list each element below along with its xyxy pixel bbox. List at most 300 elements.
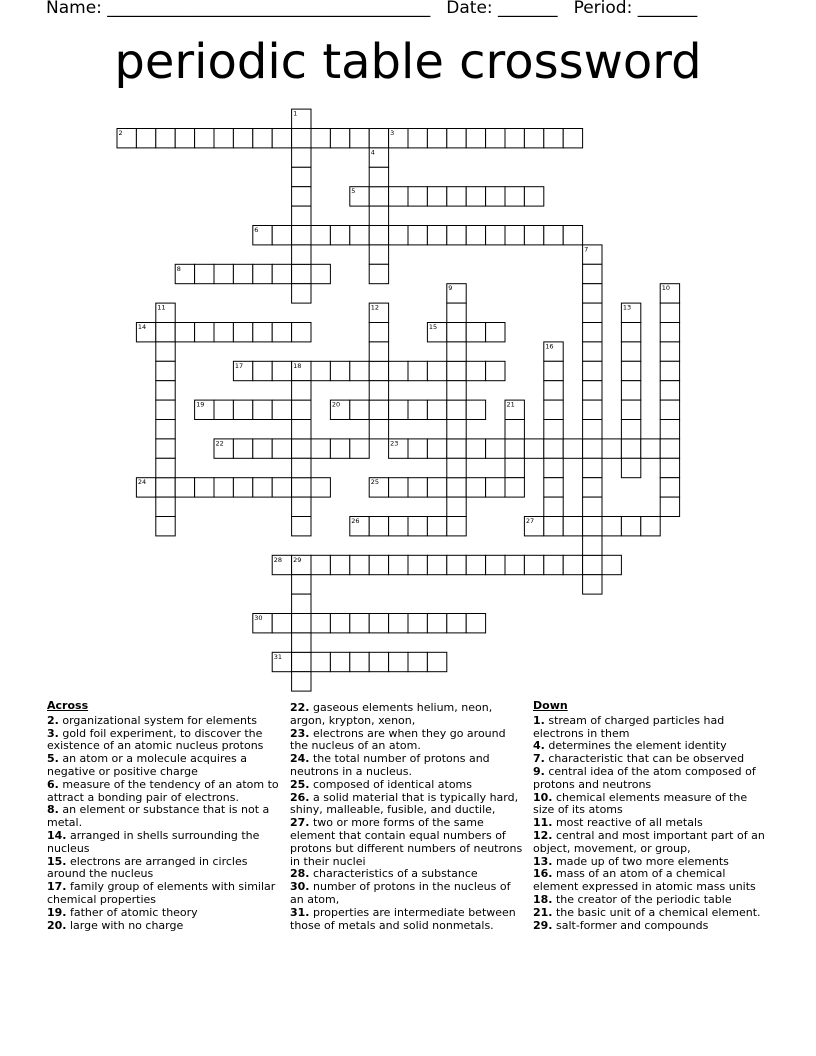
grid-cell[interactable] xyxy=(466,187,485,206)
grid-cell[interactable] xyxy=(427,555,446,574)
grid-cell[interactable] xyxy=(292,245,311,264)
grid-cell[interactable] xyxy=(233,439,252,458)
grid-cell[interactable] xyxy=(389,478,408,497)
grid-cell[interactable] xyxy=(408,555,427,574)
grid-cell[interactable] xyxy=(660,361,679,380)
grid-cell[interactable] xyxy=(156,420,175,439)
clue-text: a solid material that is typically hard, shiny, malleable, fusible, and ductile, xyxy=(290,790,519,817)
grid-cell[interactable] xyxy=(292,323,311,342)
grid-cell[interactable] xyxy=(311,226,330,245)
across-heading: Across xyxy=(47,699,89,712)
grid-cell[interactable] xyxy=(233,264,252,283)
clue-item xyxy=(290,728,526,754)
grid-cell[interactable] xyxy=(292,187,311,206)
grid-cell[interactable] xyxy=(272,323,291,342)
clue-number: 31. xyxy=(290,905,310,919)
clue-text: family group of elements with similar chemical properties xyxy=(47,880,276,906)
grid-cell[interactable] xyxy=(253,264,272,283)
cell-number: 5 xyxy=(351,187,356,196)
grid-cell[interactable] xyxy=(408,439,427,458)
grid-cell[interactable] xyxy=(350,652,369,671)
grid-cell[interactable] xyxy=(408,614,427,633)
grid-cell[interactable] xyxy=(563,555,582,574)
grid-cell[interactable] xyxy=(350,555,369,574)
clue-text: made up of two more elements xyxy=(552,854,729,868)
cell-number: 20 xyxy=(331,400,341,409)
clue-text: number of protons in the nucleus of an atom, xyxy=(290,880,511,906)
grid-cell[interactable] xyxy=(447,420,466,439)
grid-cell[interactable] xyxy=(621,361,640,380)
period-field-label: Period: _______ xyxy=(573,0,698,18)
grid-cell[interactable] xyxy=(156,323,175,342)
grid-cell[interactable] xyxy=(292,633,311,652)
grid-cell[interactable] xyxy=(583,342,602,361)
grid-cell[interactable] xyxy=(408,478,427,497)
grid-cell[interactable] xyxy=(583,439,602,458)
grid-cell[interactable] xyxy=(621,420,640,439)
grid-cell[interactable] xyxy=(486,555,505,574)
grid-cell[interactable] xyxy=(447,187,466,206)
grid-cell[interactable] xyxy=(447,497,466,516)
clue-text: central idea of the atom composed of protons and neutrons xyxy=(533,764,756,791)
grid-cell[interactable] xyxy=(602,439,621,458)
grid-cell[interactable] xyxy=(330,555,349,574)
grid-cell[interactable] xyxy=(583,381,602,400)
grid-cell[interactable] xyxy=(389,652,408,671)
grid-cell[interactable] xyxy=(447,439,466,458)
grid-cell[interactable] xyxy=(214,323,233,342)
grid-cell[interactable] xyxy=(292,517,311,536)
grid-cell[interactable] xyxy=(233,400,252,419)
grid-cell[interactable] xyxy=(544,361,563,380)
clue-number: 4. xyxy=(533,739,545,753)
grid-cell[interactable] xyxy=(389,614,408,633)
grid-cell[interactable] xyxy=(563,439,582,458)
grid-cell[interactable] xyxy=(583,458,602,477)
clue-number: 23. xyxy=(290,726,310,740)
grid-cell[interactable] xyxy=(486,187,505,206)
grid-cell[interactable] xyxy=(389,361,408,380)
grid-cell[interactable] xyxy=(505,226,524,245)
grid-cell[interactable] xyxy=(369,420,388,439)
grid-cell[interactable] xyxy=(253,400,272,419)
grid-cell[interactable] xyxy=(544,420,563,439)
cell-number: 19 xyxy=(196,400,205,409)
grid-cell[interactable] xyxy=(583,400,602,419)
grid-cell[interactable] xyxy=(641,517,660,536)
grid-cell[interactable] xyxy=(369,226,388,245)
grid-cell[interactable] xyxy=(505,458,524,477)
grid-cell[interactable] xyxy=(621,517,640,536)
grid-cell[interactable] xyxy=(505,478,524,497)
grid-cell[interactable] xyxy=(466,129,485,148)
grid-cell[interactable] xyxy=(427,478,446,497)
grid-cell[interactable] xyxy=(253,323,272,342)
grid-cell[interactable] xyxy=(369,652,388,671)
grid-cell[interactable] xyxy=(544,497,563,516)
grid-cell[interactable] xyxy=(350,226,369,245)
grid-cell[interactable] xyxy=(447,458,466,477)
grid-cell[interactable] xyxy=(311,478,330,497)
clue-item xyxy=(290,881,526,907)
grid-cell[interactable] xyxy=(369,167,388,186)
grid-cell[interactable] xyxy=(350,614,369,633)
grid-cell[interactable] xyxy=(524,187,543,206)
grid-cell[interactable] xyxy=(621,323,640,342)
grid-cell[interactable] xyxy=(621,342,640,361)
grid-cell[interactable] xyxy=(505,420,524,439)
grid-cell[interactable] xyxy=(447,517,466,536)
grid-cell[interactable] xyxy=(427,400,446,419)
grid-cell[interactable] xyxy=(214,478,233,497)
cell-number: 14 xyxy=(137,323,147,331)
grid-cell[interactable] xyxy=(524,226,543,245)
grid-cell[interactable] xyxy=(272,614,291,633)
grid-cell[interactable] xyxy=(330,439,349,458)
clue-item xyxy=(47,753,279,779)
grid-cell[interactable] xyxy=(447,226,466,245)
grid-cell[interactable] xyxy=(583,303,602,322)
grid-cell[interactable] xyxy=(583,517,602,536)
grid-cell[interactable] xyxy=(660,381,679,400)
grid-cell[interactable] xyxy=(292,458,311,477)
grid-cell[interactable] xyxy=(136,129,155,148)
grid-cell[interactable] xyxy=(292,167,311,186)
grid-cell[interactable] xyxy=(583,536,602,555)
grid-cell[interactable] xyxy=(389,400,408,419)
grid-cell[interactable] xyxy=(350,129,369,148)
grid-cell[interactable] xyxy=(214,264,233,283)
grid-cell[interactable] xyxy=(253,439,272,458)
grid-cell[interactable] xyxy=(272,400,291,419)
grid-cell[interactable] xyxy=(272,361,291,380)
grid-cell[interactable] xyxy=(427,652,446,671)
grid-cell[interactable] xyxy=(447,400,466,419)
grid-cell[interactable] xyxy=(292,439,311,458)
grid-cell[interactable] xyxy=(583,497,602,516)
grid-cell[interactable] xyxy=(466,226,485,245)
clue-item xyxy=(290,907,526,933)
cell-number: 2 xyxy=(118,129,123,137)
grid-cell[interactable] xyxy=(369,245,388,264)
grid-cell[interactable] xyxy=(544,517,563,536)
grid-cell[interactable] xyxy=(486,439,505,458)
grid-cell[interactable] xyxy=(389,517,408,536)
grid-cell[interactable] xyxy=(156,517,175,536)
grid-cell[interactable] xyxy=(621,381,640,400)
grid-cell[interactable] xyxy=(156,342,175,361)
grid-cell[interactable] xyxy=(292,381,311,400)
grid-cell[interactable] xyxy=(292,226,311,245)
grid-cell[interactable] xyxy=(214,400,233,419)
clue-number: 22. xyxy=(290,701,310,714)
grid-cell[interactable] xyxy=(369,264,388,283)
clue-text: the basic unit of a chemical element. xyxy=(552,905,761,919)
clue-number: 26. xyxy=(290,790,310,804)
grid-cell[interactable] xyxy=(621,400,640,419)
grid-cell[interactable] xyxy=(253,478,272,497)
grid-cell[interactable] xyxy=(369,187,388,206)
grid-cell[interactable] xyxy=(583,575,602,594)
clue-text: central and most important part of an object, movement, or group, xyxy=(533,828,765,855)
clue-text: an element or substance that is not a metal. xyxy=(47,803,270,830)
clue-text: chemical elements measure of the size of its atoms xyxy=(533,790,748,817)
grid-cell[interactable] xyxy=(233,323,252,342)
grid-cell[interactable] xyxy=(583,264,602,283)
clue-number: 28. xyxy=(290,867,310,881)
grid-cell[interactable] xyxy=(408,129,427,148)
grid-cell[interactable] xyxy=(175,129,194,148)
clue-item xyxy=(290,817,526,868)
grid-cell[interactable] xyxy=(311,652,330,671)
grid-cell[interactable] xyxy=(350,361,369,380)
grid-cell[interactable] xyxy=(156,361,175,380)
cell-number: 7 xyxy=(584,245,589,254)
grid-cell[interactable] xyxy=(447,303,466,322)
grid-cell[interactable] xyxy=(369,381,388,400)
grid-cell[interactable] xyxy=(311,361,330,380)
grid-cell[interactable] xyxy=(583,361,602,380)
grid-cell[interactable] xyxy=(292,478,311,497)
grid-cell[interactable] xyxy=(660,497,679,516)
grid-cell[interactable] xyxy=(447,555,466,574)
grid-cell[interactable] xyxy=(195,264,214,283)
grid-cell[interactable] xyxy=(156,400,175,419)
grid-cell[interactable] xyxy=(389,226,408,245)
grid-cell[interactable] xyxy=(660,458,679,477)
grid-cell[interactable] xyxy=(427,129,446,148)
grid-cell[interactable] xyxy=(466,555,485,574)
grid-cell[interactable] xyxy=(466,614,485,633)
grid-cell[interactable] xyxy=(369,129,388,148)
grid-cell[interactable] xyxy=(233,129,252,148)
grid-cell[interactable] xyxy=(602,517,621,536)
grid-cell[interactable] xyxy=(292,420,311,439)
grid-cell[interactable] xyxy=(292,206,311,225)
cell-number: 30 xyxy=(254,614,263,622)
grid-cell[interactable] xyxy=(447,129,466,148)
grid-cell[interactable] xyxy=(369,517,388,536)
grid-cell[interactable] xyxy=(350,439,369,458)
grid-cell[interactable] xyxy=(292,400,311,419)
grid-cell[interactable] xyxy=(583,478,602,497)
grid-cell[interactable] xyxy=(427,439,446,458)
clue-number: 10. xyxy=(533,790,553,804)
grid-cell[interactable] xyxy=(195,478,214,497)
grid-cell[interactable] xyxy=(505,439,524,458)
grid-cell[interactable] xyxy=(524,129,543,148)
grid-cell[interactable] xyxy=(369,361,388,380)
grid-cell[interactable] xyxy=(427,226,446,245)
grid-cell[interactable] xyxy=(330,614,349,633)
grid-cell[interactable] xyxy=(660,439,679,458)
grid-cell[interactable] xyxy=(156,439,175,458)
name-field-label: Name: ______________________________________ xyxy=(46,0,431,18)
grid-cell[interactable] xyxy=(544,458,563,477)
clue-number: 6. xyxy=(47,777,59,791)
grid-cell[interactable] xyxy=(330,226,349,245)
cell-number: 1 xyxy=(293,109,298,118)
cell-number: 25 xyxy=(370,478,379,487)
grid-cell[interactable] xyxy=(486,478,505,497)
grid-cell[interactable] xyxy=(544,129,563,148)
grid-cell[interactable] xyxy=(330,129,349,148)
grid-cell[interactable] xyxy=(408,361,427,380)
grid-cell[interactable] xyxy=(408,400,427,419)
clue-text: characteristics of a substance xyxy=(309,867,478,881)
grid-cell[interactable] xyxy=(156,381,175,400)
grid-cell[interactable] xyxy=(175,323,194,342)
grid-cell[interactable] xyxy=(292,672,311,691)
grid-cell[interactable] xyxy=(563,129,582,148)
grid-cell[interactable] xyxy=(369,206,388,225)
grid-cell[interactable] xyxy=(272,439,291,458)
clue-text: properties are intermediate between those of metals and solid nonmetals. xyxy=(290,905,516,932)
grid-cell[interactable] xyxy=(544,400,563,419)
grid-cell[interactable] xyxy=(214,129,233,148)
grid-cell[interactable] xyxy=(505,129,524,148)
grid-cell[interactable] xyxy=(660,303,679,322)
grid-cell[interactable] xyxy=(292,284,311,303)
grid-cell[interactable] xyxy=(641,439,660,458)
grid-cell[interactable] xyxy=(311,439,330,458)
date-field-label: Date: _______ xyxy=(446,0,558,18)
grid-cell[interactable] xyxy=(660,400,679,419)
grid-cell[interactable] xyxy=(330,652,349,671)
grid-cell[interactable] xyxy=(408,226,427,245)
grid-cell[interactable] xyxy=(311,555,330,574)
grid-cell[interactable] xyxy=(408,652,427,671)
clue-item xyxy=(533,792,769,818)
grid-cell[interactable] xyxy=(466,478,485,497)
grid-cell[interactable] xyxy=(524,439,543,458)
grid-cell[interactable] xyxy=(486,361,505,380)
grid-cell[interactable] xyxy=(447,614,466,633)
grid-cell[interactable] xyxy=(427,614,446,633)
grid-cell[interactable] xyxy=(369,400,388,419)
grid-cell[interactable] xyxy=(427,187,446,206)
grid-cell[interactable] xyxy=(311,264,330,283)
grid-cell[interactable] xyxy=(272,226,291,245)
grid-cell[interactable] xyxy=(292,614,311,633)
cell-number: 9 xyxy=(448,284,453,293)
grid-cell[interactable] xyxy=(408,517,427,536)
grid-cell[interactable] xyxy=(427,361,446,380)
clue-text: characteristic that can be observed xyxy=(544,752,745,766)
grid-cell[interactable] xyxy=(369,555,388,574)
grid-cell[interactable] xyxy=(369,323,388,342)
grid-cell[interactable] xyxy=(311,614,330,633)
grid-cell[interactable] xyxy=(175,478,194,497)
grid-cell[interactable] xyxy=(272,129,291,148)
grid-cell[interactable] xyxy=(583,284,602,303)
grid-cell[interactable] xyxy=(195,129,214,148)
cell-number: 12 xyxy=(370,303,379,312)
grid-cell[interactable] xyxy=(156,129,175,148)
grid-cell[interactable] xyxy=(156,497,175,516)
grid-cell[interactable] xyxy=(447,381,466,400)
grid-cell[interactable] xyxy=(544,381,563,400)
grid-cell[interactable] xyxy=(369,614,388,633)
down-heading: Down xyxy=(533,699,568,712)
grid-cell[interactable] xyxy=(427,517,446,536)
grid-cell[interactable] xyxy=(486,226,505,245)
grid-cell[interactable] xyxy=(253,361,272,380)
grid-cell[interactable] xyxy=(389,187,408,206)
grid-cell[interactable] xyxy=(544,439,563,458)
grid-cell[interactable] xyxy=(466,323,485,342)
clue-item xyxy=(47,830,279,856)
grid-cell[interactable] xyxy=(447,361,466,380)
grid-cell[interactable] xyxy=(544,226,563,245)
grid-cell[interactable] xyxy=(660,420,679,439)
grid-cell[interactable] xyxy=(253,129,272,148)
grid-cell[interactable] xyxy=(272,264,291,283)
grid-cell[interactable] xyxy=(233,478,252,497)
grid-cell[interactable] xyxy=(292,129,311,148)
grid-cell[interactable] xyxy=(292,264,311,283)
grid-cell[interactable] xyxy=(621,458,640,477)
grid-cell[interactable] xyxy=(505,187,524,206)
grid-cell[interactable] xyxy=(350,400,369,419)
clue-item xyxy=(533,920,769,933)
grid-cell[interactable] xyxy=(466,361,485,380)
clue-item xyxy=(533,715,769,741)
grid-cell[interactable] xyxy=(602,555,621,574)
grid-cell[interactable] xyxy=(272,478,291,497)
grid-cell[interactable] xyxy=(292,594,311,613)
grid-cell[interactable] xyxy=(156,458,175,477)
clue-item xyxy=(533,830,769,856)
grid-cell[interactable] xyxy=(292,575,311,594)
grid-cell[interactable] xyxy=(292,652,311,671)
grid-cell[interactable] xyxy=(544,555,563,574)
grid-cell[interactable] xyxy=(486,323,505,342)
grid-cell[interactable] xyxy=(195,323,214,342)
grid-cell[interactable] xyxy=(563,517,582,536)
grid-cell[interactable] xyxy=(311,129,330,148)
grid-cell[interactable] xyxy=(330,361,349,380)
grid-cell[interactable] xyxy=(660,323,679,342)
clue-text: gold foil experiment, to discover the existence of an atomic nucleus protons xyxy=(47,726,264,753)
grid-cell[interactable] xyxy=(505,555,524,574)
grid-cell[interactable] xyxy=(292,148,311,167)
grid-cell[interactable] xyxy=(583,323,602,342)
grid-cell[interactable] xyxy=(447,342,466,361)
grid-cell[interactable] xyxy=(660,342,679,361)
grid-cell[interactable] xyxy=(466,400,485,419)
grid-cell[interactable] xyxy=(524,555,543,574)
grid-cell[interactable] xyxy=(466,439,485,458)
grid-cell[interactable] xyxy=(583,555,602,574)
grid-cell[interactable] xyxy=(408,187,427,206)
grid-cell[interactable] xyxy=(583,420,602,439)
across-clues-col1 xyxy=(47,700,279,932)
clue-item xyxy=(47,804,279,830)
grid-cell[interactable] xyxy=(660,478,679,497)
grid-cell[interactable] xyxy=(156,478,175,497)
grid-cell[interactable] xyxy=(563,226,582,245)
grid-cell[interactable] xyxy=(389,555,408,574)
clue-text: large with no charge xyxy=(66,918,184,932)
grid-cell[interactable] xyxy=(292,497,311,516)
grid-cell[interactable] xyxy=(447,323,466,342)
grid-cell[interactable] xyxy=(369,342,388,361)
grid-cell[interactable] xyxy=(447,478,466,497)
grid-cell[interactable] xyxy=(486,129,505,148)
grid-cell[interactable] xyxy=(621,439,640,458)
grid-cell[interactable] xyxy=(544,478,563,497)
